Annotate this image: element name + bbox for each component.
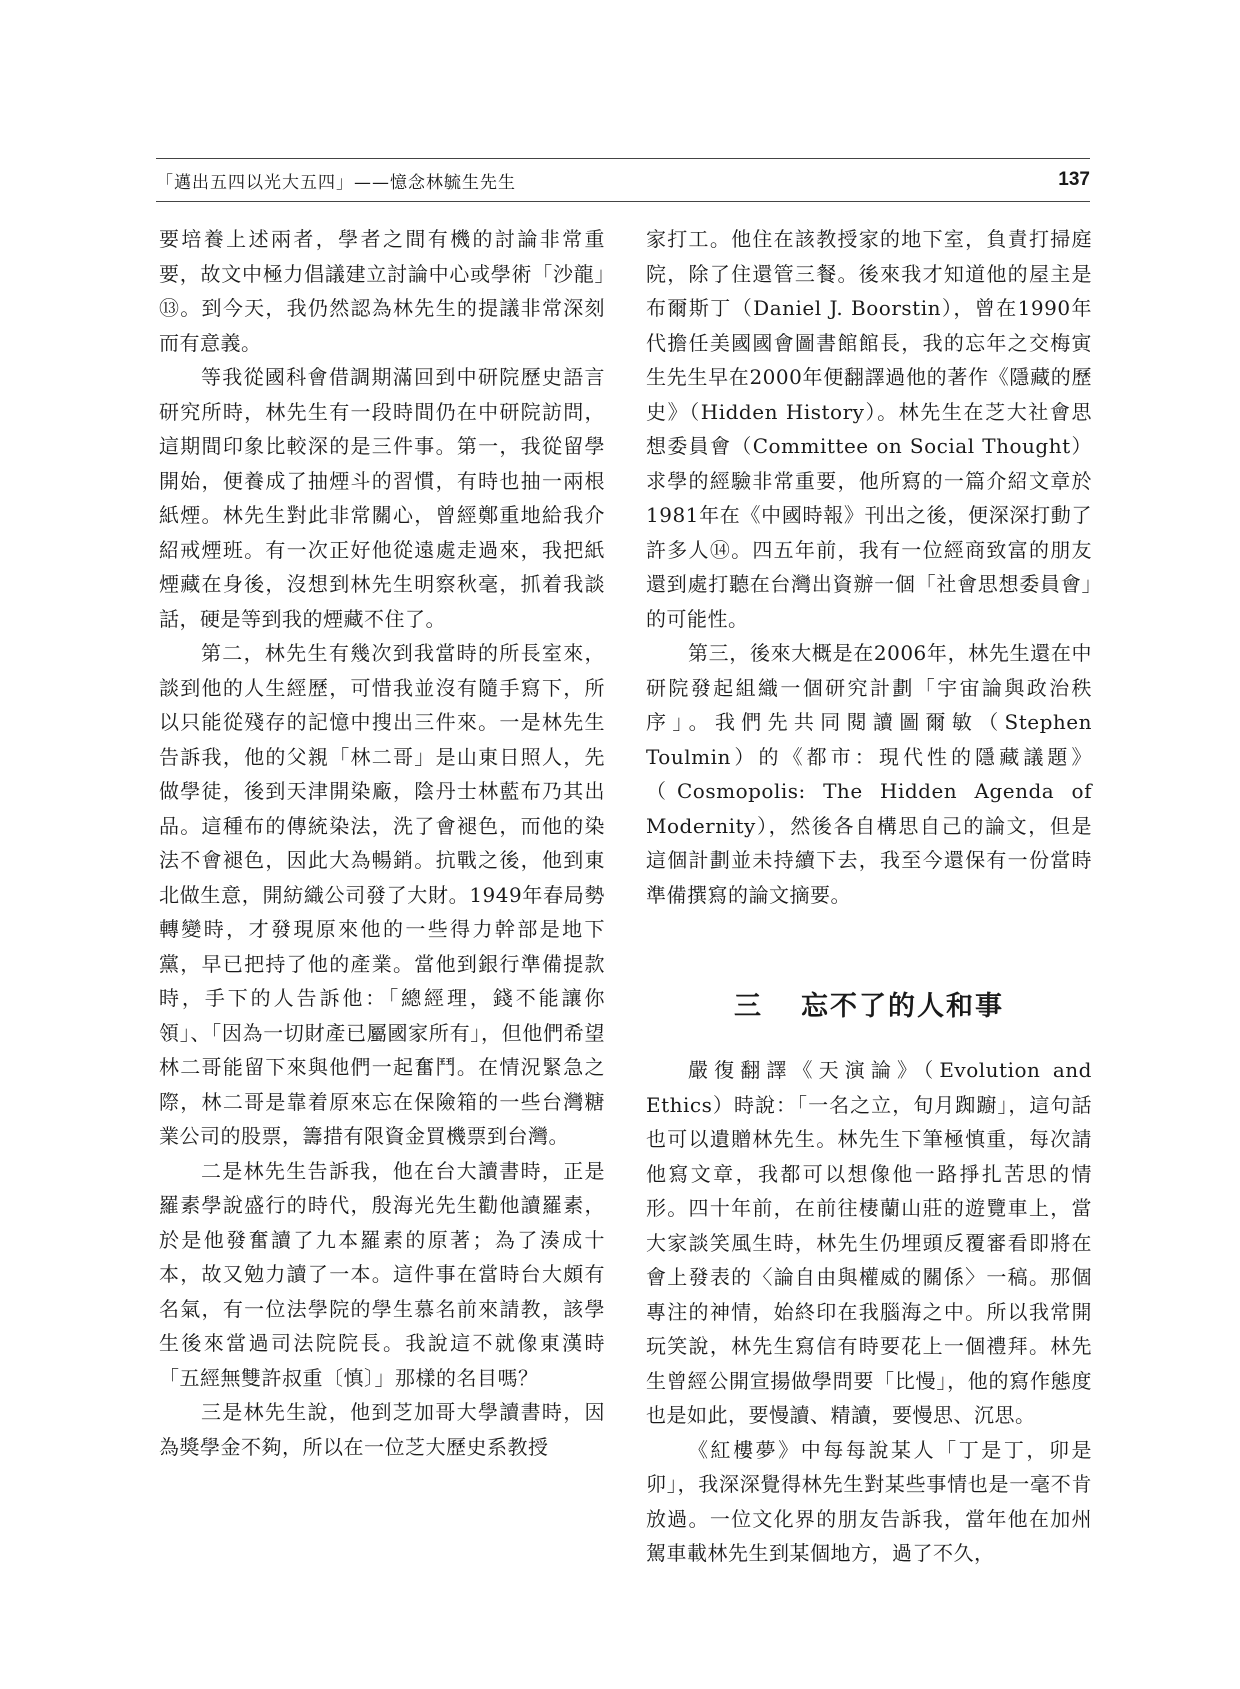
left-column [159,222,605,1464]
running-title: 「邁出五四以光大五四」——憶念林毓生先生 [156,172,516,193]
paragraph: 二是林先生告訴我，他在台大讀書時，正是羅素學說盛行的時代，殷海光先生勸他讀羅素，於是他發奮讀了九本羅素的原著；為了湊成十本，故又勉力讀了一本。這件事在當時台大頗有名氣，有一位法學院的學生慕名前來請教，該學生後來當過司法院院長。我說這不就像東漢時「五經無雙許叔重〔慎〕」那樣的名目嗎？ [159,1158,605,1390]
paragraph: 第三，後來大概是在2006年，林先生還在中研院發起組織一個研究計劃「宇宙論與政治秩序」。我們先共同閱讀圖爾敏（Stephen Toulmin）的《都市：現代性的隱藏議題》（Cosmopolis: The Hidden Agenda of Modernity），然後各自構思自己的論文，但是這個計劃並未持續下去，我至今還保有一份當時準備撰寫的論文摘要。 [646,641,1092,907]
right-column [646,222,1092,1571]
paragraph: 要培養上述兩者，學者之間有機的討論非常重要，故文中極力倡議建立討論中心或學術「沙龍」⑬。到今天，我仍然認為林先生的提議非常深刻而有意義。 [159,227,605,355]
paragraph: 第二，林先生有幾次到我當時的所長室來，談到他的人生經歷，可惜我並沒有隨手寫下，所以只能從殘存的記憶中搜出三件來。一是林先生告訴我，他的父親「林二哥」是山東日照人，先做學徒，後到天津開染廠，陰丹士林藍布乃其出品。這種布的傳統染法，洗了會褪色，而他的染法不會褪色，因此大為暢銷。抗戰之後，他到東北做生意，開紡織公司發了大財。1949年春局勢轉變時，才發現原來他的一些得力幹部是地下黨，早已把持了他的產業。當他到銀行準備提款時，手下的人告訴他：「總經理，錢不能讓你領」、「因為一切財產已屬國家所有」，但他們希望林二哥能留下來與他們一起奮鬥。在情況緊急之際，林二哥是靠着原來忘在保險箱的一些台灣糖業公司的股票，籌措有限資金買機票到台灣。 [159,641,605,1148]
paragraph: 等我從國科會借調期滿回到中研院歷史語言研究所時，林先生有一段時間仍在中研院訪問，這期間印象比較深的是三件事。第一，我從留學開始，便養成了抽煙斗的習慣，有時也抽一兩根紙煙。林先生對此非常關心，曾經鄭重地給我介紹戒煙班。有一次正好他從遠處走過來，我把紙煙藏在身後，沒想到林先生明察秋毫，抓着我談話，硬是等到我的煙藏不住了。 [159,365,605,631]
running-header [156,158,1090,202]
paragraph: 家打工。他住在該教授家的地下室，負責打掃庭院，除了住還管三餐。後來我才知道他的屋主是布爾斯丁（Daniel J. Boorstin），曾在1990年代擔任美國國會圖書館館長，我的忘年之交梅寅生先生早在2000年便翻譯過他的著作《隱藏的歷史》（Hidden History）。林先生在芝大社會思想委員會（Committee on Social Thought）求學的經驗非常重要，他所寫的一篇介紹文章於1981年在《中國時報》刊出之後，便深深打動了許多人⑭。四五年前，我有一位經商致富的朋友還到處打聽在台灣出資辦一個「社會思想委員會」的可能性。 [646,227,1092,631]
section-number: 三 [734,991,763,1022]
section-title: 忘不了的人和事 [801,991,1004,1022]
paragraph: 三是林先生說，他到芝加哥大學讀書時，因為獎學金不夠，所以在一位芝大歷史系教授 [159,1400,605,1459]
paragraph: 《紅樓夢》中每每說某人「丁是丁，卯是卯」，我深深覺得林先生對某些事情也是一毫不肯放過。一位文化界的朋友告訴我，當年他在加州駕車載林先生到某個地方，過了不久， [646,1437,1092,1565]
paragraph: 嚴復翻譯《天演論》（Evolution and Ethics）時說：「一名之立，旬月踟躕」，這句話也可以遺贈林先生。林先生下筆極慎重，每次請他寫文章，我都可以想像他一路掙扎苦思的情形。四十年前，在前往棲蘭山莊的遊覽車上，當大家談笑風生時，林先生仍埋頭反覆審看即將在會上發表的〈論自由與權威的關係〉一稿。那個專注的神情，始終印在我腦海之中。所以我常開玩笑說，林先生寫信有時要花上一個禮拜。林先生曾經公開宣揚做學問要「比慢」，他的寫作態度也是如此，要慢讀、精讀，要慢思、沉思。 [646,1058,1092,1427]
page-number: 137 [1058,169,1090,190]
section-heading [646,984,1092,1023]
